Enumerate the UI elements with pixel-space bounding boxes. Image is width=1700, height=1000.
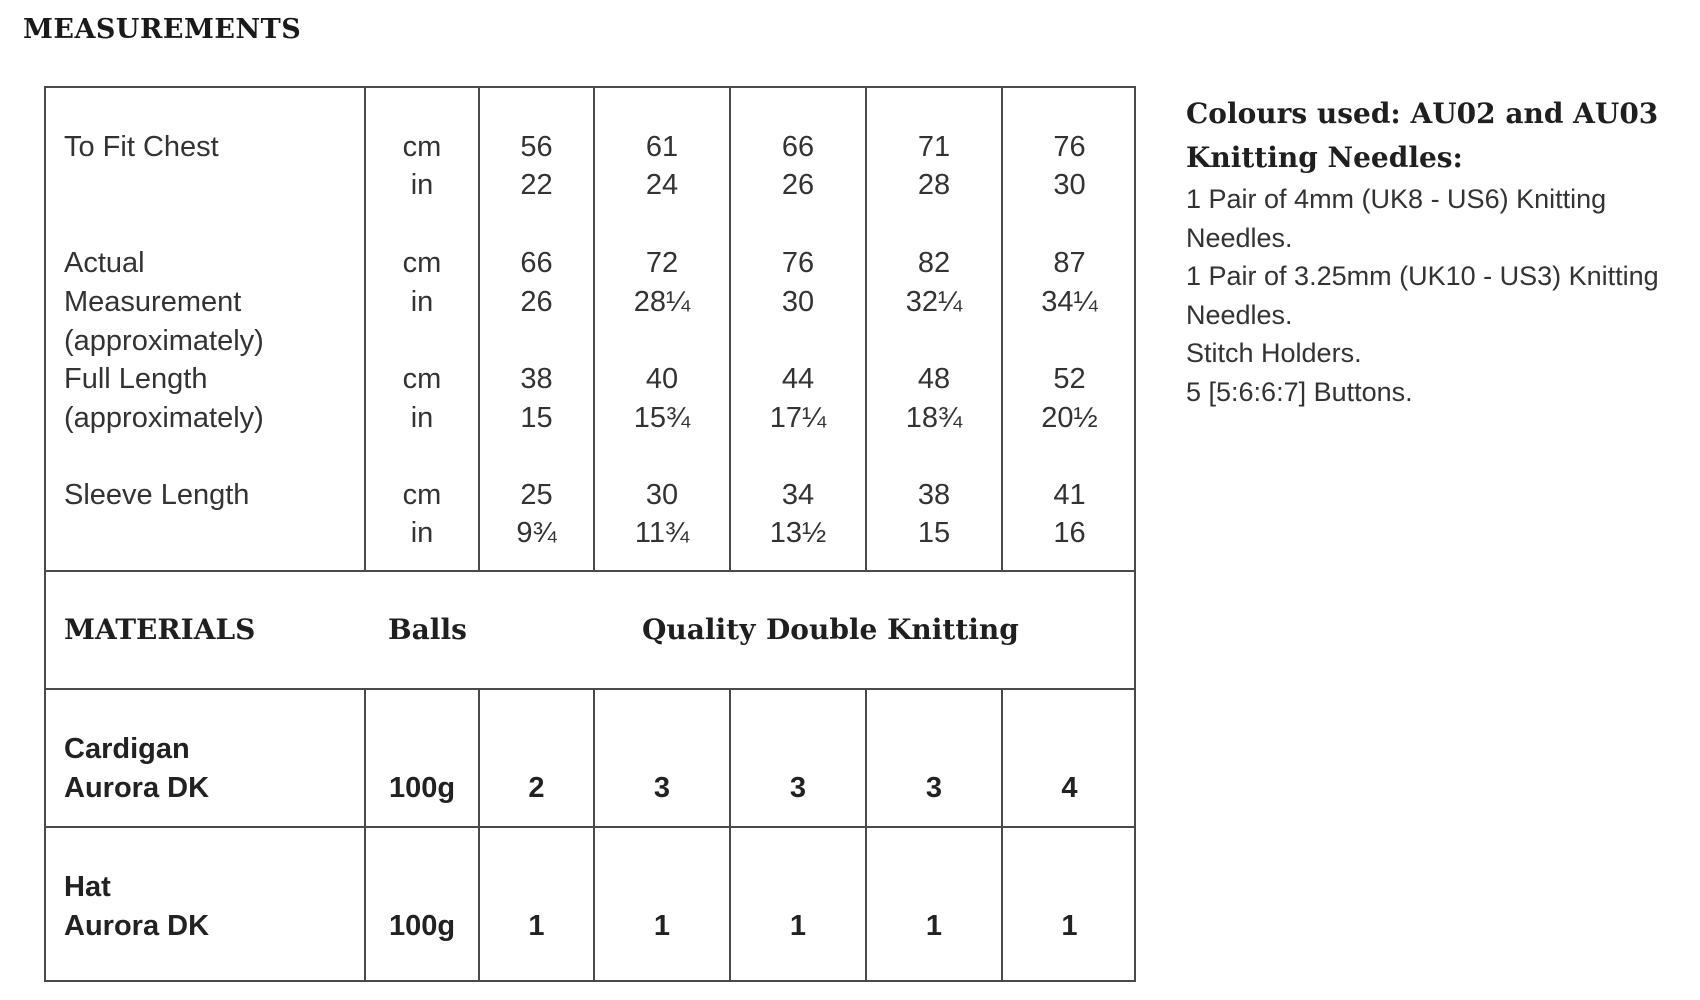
unit-in: in [410,517,434,549]
ball-weight: 100g [388,772,456,804]
needles-heading: Knitting Needles: [1186,141,1463,174]
unit-in: in [410,402,434,434]
table-cell: 2 [528,772,545,804]
table-cell: 9¾ [516,517,557,549]
table-cell: 3 [789,772,807,804]
table-cell: 32¼ [905,286,963,318]
unit-in: in [410,169,434,201]
measurements-table [44,86,1136,982]
table-cell: 15 [520,402,553,434]
table-cell: 61 [645,131,679,163]
table-cell: 40 [645,363,679,395]
table-cell: 3 [925,772,943,804]
table-cell: 24 [645,169,679,201]
unit-cm: cm [402,363,442,395]
info-line: Needles. [1186,222,1293,253]
table-cell: 71 [917,131,951,163]
colours-used: Colours used: AU02 and AU03 [1186,97,1659,130]
table-cell: 38 [917,479,951,511]
table-cell: 76 [781,247,815,279]
yarn-row-label: Aurora DK [64,772,210,804]
table-cell: 1 [528,910,545,942]
yarn-row-label: Cardigan [64,733,190,765]
yarn-row-label: Hat [64,871,111,903]
row-label-chest: To Fit Chest [64,131,219,163]
unit-cm: cm [402,247,442,279]
table-cell: 22 [520,169,553,201]
unit-in: in [410,286,434,318]
table-cell: 56 [520,131,553,163]
table-cell: 28¼ [633,286,691,318]
table-cell: 15 [917,517,951,549]
table-cell: 82 [917,247,951,279]
table-cell: 41 [1053,479,1086,511]
table-divider-cardigan [46,688,1134,690]
materials-heading: MATERIALS [64,613,256,646]
ball-weight: 100g [388,910,456,942]
row-label-sleeve: Sleeve Length [64,479,250,511]
table-cell: 16 [1053,517,1086,549]
table-cell: 4 [1061,772,1078,804]
info-line: 1 Pair of 4mm (UK8 - US6) Knitting [1186,184,1607,214]
row-label-length: (approximately) [64,402,264,434]
quality-label: Quality [642,613,756,646]
info-line: 5 [5:6:6:7] Buttons. [1186,376,1413,407]
table-cell: 26 [520,286,553,318]
table-cell: 30 [781,286,815,318]
table-cell: 34 [781,479,815,511]
row-label-length: Full Length [64,363,208,395]
info-panel [1186,92,1686,411]
table-cell: 30 [645,479,679,511]
unit-cm: cm [402,479,442,511]
table-cell: 76 [1053,131,1086,163]
info-line: Stitch Holders. [1186,338,1362,368]
table-cell: 26 [781,169,815,201]
table-cell: 38 [520,363,553,395]
info-line: Needles. [1186,299,1293,330]
table-cell: 13½ [769,517,827,549]
row-label-actual: Actual [64,247,145,279]
row-label-actual: Measurement [64,286,242,318]
quality-value: Double Knitting [766,613,1019,646]
table-cell: 25 [520,479,553,511]
table-cell: 11¾ [634,517,690,549]
row-label-actual: (approximately) [64,325,264,357]
page-title: MEASUREMENTS [23,14,302,45]
table-cell: 15¾ [633,402,691,434]
table-cell: 44 [781,363,815,395]
table-cell: 30 [1053,169,1086,201]
table-cell: 1 [653,910,671,942]
table-cell: 1 [925,910,943,942]
table-cell: 1 [789,910,807,942]
table-cell: 20½ [1041,402,1098,434]
table-divider-hat [46,826,1134,828]
table-cell: 48 [917,363,951,395]
unit-cm: cm [402,131,442,163]
table-cell: 52 [1053,363,1086,395]
table-cell: 66 [520,247,553,279]
info-line: 1 Pair of 3.25mm (UK10 - US3) Knitting [1186,261,1659,291]
table-divider-materials [46,570,1134,572]
balls-label: Balls [388,613,467,646]
table-cell: 3 [653,772,671,804]
table-cell: 87 [1053,247,1086,279]
table-cell: 66 [781,131,815,163]
table-cell: 1 [1061,910,1078,942]
yarn-row-label: Aurora DK [64,910,210,942]
table-cell: 17¼ [769,402,827,434]
table-cell: 34¼ [1041,286,1098,318]
table-cell: 28 [917,169,951,201]
table-cell: 72 [645,247,679,279]
table-cell: 18¾ [905,402,963,434]
